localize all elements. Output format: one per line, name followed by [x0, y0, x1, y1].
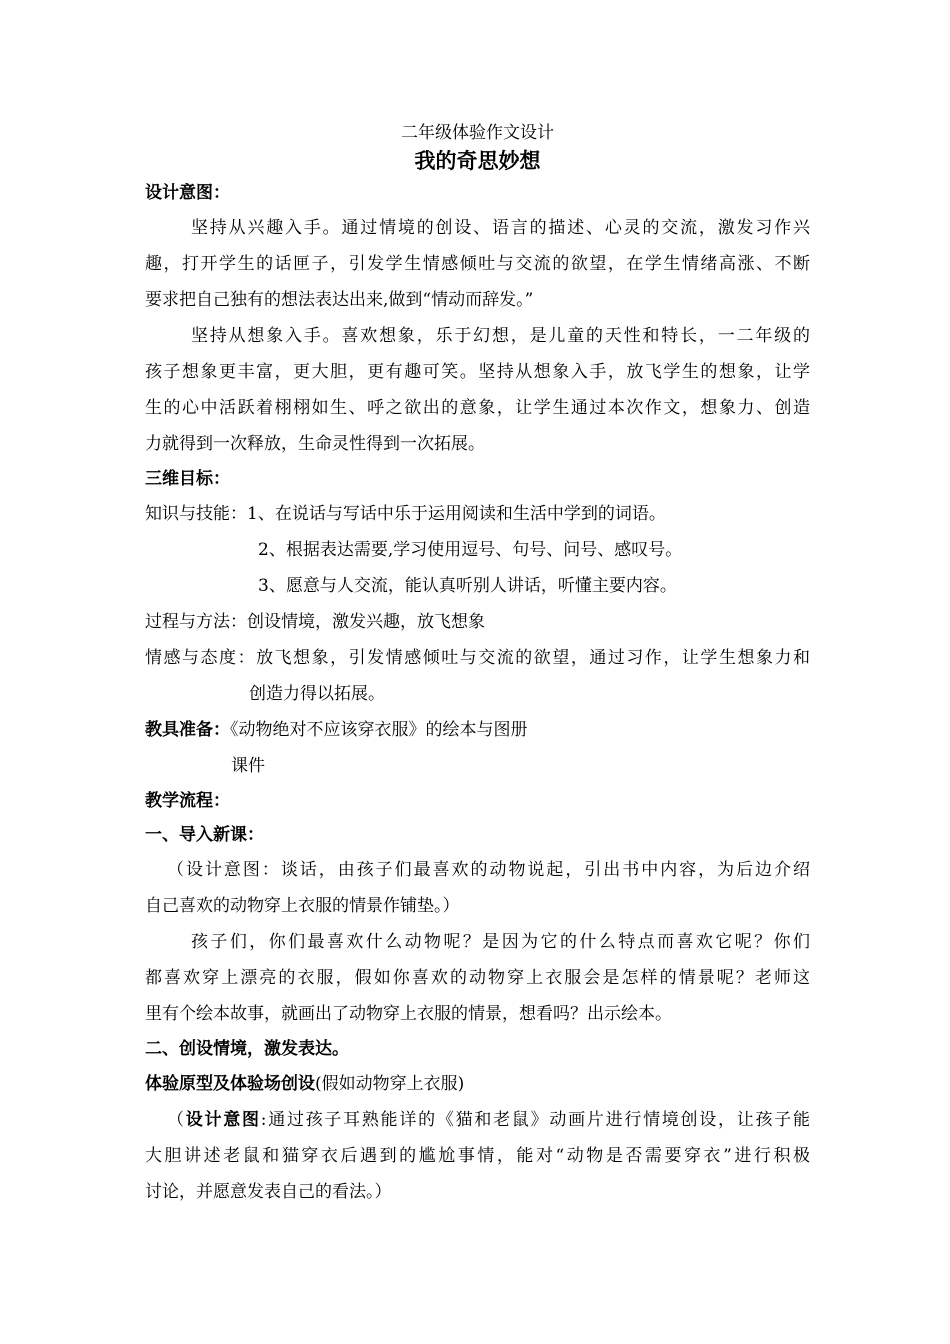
paragraph-line: 坚持从兴趣入手。通过情境的创设、语言的描述、心灵的交流，激发习作兴 — [191, 218, 810, 238]
emotion-goal-line: 创造力得以拓展。 — [249, 684, 385, 704]
knowledge-goal-line — [145, 496, 810, 532]
section2-intent-text: :通过孩子耳熟能详的《猫和老鼠》动画片进行情境创设，让孩子能 — [260, 1110, 810, 1130]
paragraph-line: 趣，打开学生的话匣子，引发学生情感倾吐与交流的欲望，在学生情绪高涨、不断 — [145, 254, 810, 274]
section2-intent-line — [145, 1102, 810, 1138]
knowledge-item: 3、愿意与人交流，能认真听别人讲话，听懂主要内容。 — [258, 576, 677, 596]
section2-subheading — [145, 1066, 810, 1102]
paragraph-line: 坚持从想象入手。喜欢想象，乐于幻想，是儿童的天性和特长，一二年级的 — [191, 326, 810, 346]
section2-sub-plain: (假如动物穿上衣服) — [315, 1074, 465, 1094]
knowledge-item: 1、在说话与写话中乐于运用阅读和生活中学到的词语。 — [247, 504, 666, 524]
section2-intent-line: 讨论，并愿意发表自己的看法。） — [145, 1182, 392, 1202]
tools-label: 教具准备： — [145, 720, 230, 740]
section2-intent-line: 大胆讲述老鼠和猫穿衣后遇到的尴尬事情，能对“动物是否需要穿衣”进行积极 — [145, 1146, 810, 1166]
process-goal-line: 过程与方法：创设情境，激发兴趣，放飞想象 — [145, 612, 485, 632]
document-title: 我的奇思妙想 — [414, 149, 541, 173]
paragraph-line: 都喜欢穿上漂亮的衣服，假如你喜欢的动物穿上衣服会是怎样的情景呢？老师这 — [145, 968, 810, 988]
section2-intent-open: （ — [167, 1110, 186, 1130]
section2-intent-label: 设计意图 — [185, 1110, 261, 1130]
section2-sub-bold: 体验原型及体验场创设 — [145, 1074, 315, 1094]
emotion-goal-line: 情感与态度：放飞想象，引发情感倾吐与交流的欲望，通过习作，让学生想象力和 — [145, 648, 810, 668]
paragraph-line: 力就得到一次释放，生命灵性得到一次拓展。 — [145, 434, 485, 454]
paragraph-line: 生的心中活跃着栩栩如生、呼之欲出的意象，让学生通过本次作文，想象力、创造 — [145, 398, 810, 418]
tools-text: 课件 — [231, 756, 265, 776]
document-subtitle: 二年级体验作文设计 — [401, 123, 554, 143]
document-page — [145, 120, 810, 1210]
knowledge-label: 知识与技能： — [145, 504, 247, 524]
flow-heading: 教学流程： — [145, 791, 230, 811]
section2-heading: 二、创设情境，激发表达。 — [145, 1039, 349, 1059]
knowledge-item: 2、根据表达需要,学习使用逗号、句号、问号、感叹号。 — [258, 540, 683, 560]
goals-heading: 三维目标： — [145, 469, 230, 489]
paragraph-line: 要求把自己独有的想法表达出来,做到“情动而辞发。” — [145, 290, 534, 310]
tools-line — [145, 712, 810, 748]
section1-heading: 一、导入新课： — [145, 825, 264, 845]
paragraph-line: 孩子们，你们最喜欢什么动物呢？是因为它的什么特点而喜欢它呢？你们 — [191, 932, 810, 952]
design-intent-heading: 设计意图： — [145, 183, 230, 203]
section1-intent-line: （设计意图：谈话，由孩子们最喜欢的动物说起，引出书中内容，为后边介绍 — [167, 860, 810, 880]
section1-intent-line: 自己喜欢的动物穿上衣服的情景作铺垫。） — [145, 896, 460, 916]
paragraph-line: 孩子想象更丰富，更大胆，更有趣可笑。坚持从想象入手，放飞学生的想象，让学 — [145, 362, 810, 382]
tools-text: 《动物绝对不应该穿衣服》的绘本与图册 — [230, 720, 528, 740]
paragraph-line: 里有个绘本故事，就画出了动物穿上衣服的情景，想看吗？出示绘本。 — [145, 1004, 672, 1024]
